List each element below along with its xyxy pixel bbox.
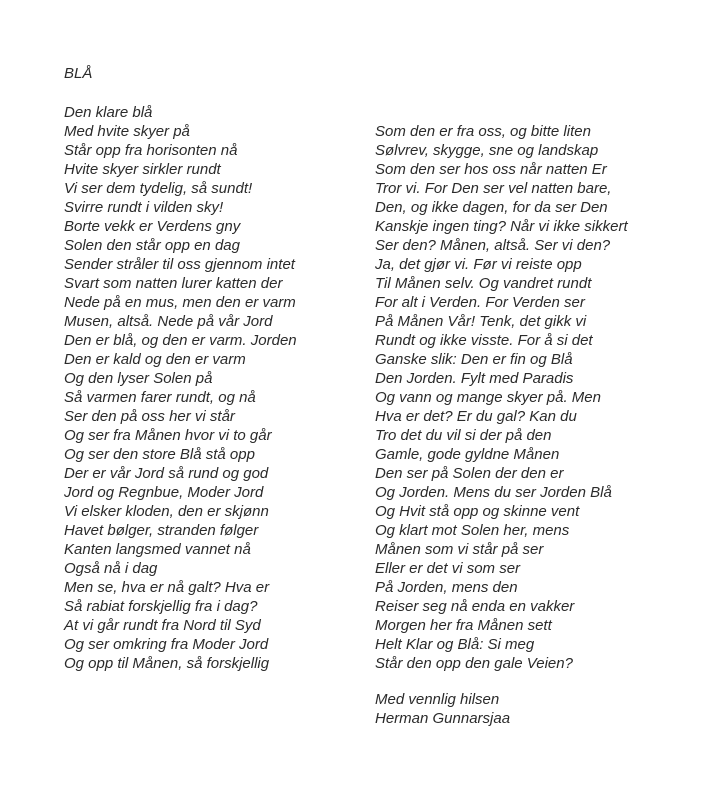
- poem-line: Havet bølger, stranden følger: [64, 522, 259, 539]
- poem-line: Den er kald og den er varm: [64, 351, 246, 368]
- poem-line: På Jorden, mens den: [375, 579, 518, 596]
- poem-line: Hvite skyer sirkler rundt: [64, 161, 221, 178]
- poem-line: Ganske slik: Den er fin og Blå: [375, 351, 573, 368]
- poem-line: Hva er det? Er du gal? Kan du: [375, 408, 577, 425]
- poem-line: Eller er det vi som ser: [375, 560, 521, 577]
- poem-line: Solen den står opp en dag: [64, 237, 240, 254]
- poem-line: Og ser den store Blå stå opp: [64, 446, 255, 463]
- poem-line: Så rabiat forskjellig fra i dag?: [64, 598, 258, 615]
- poem-line: Morgen her fra Månen sett: [375, 617, 552, 634]
- poem-line: Og opp til Månen, så forskjellig: [64, 655, 270, 672]
- poem-line: Svart som natten lurer katten der: [64, 275, 283, 292]
- poem-line: For alt i Verden. For Verden ser: [375, 294, 585, 311]
- poem-line: Så varmen farer rundt, og nå: [64, 389, 256, 406]
- poem-line: Som den er fra oss, og bitte liten: [375, 123, 591, 140]
- poem-line: Musen, altså. Nede på vår Jord: [64, 313, 273, 330]
- signature-greeting: Med vennlig hilsen: [375, 691, 500, 708]
- poem-line: Den, og ikke dagen, for da ser Den: [375, 199, 608, 216]
- poem-line: Den Jorden. Fylt med Paradis: [375, 370, 574, 387]
- poem-line: Helt Klar og Blå: Si meg: [375, 636, 535, 653]
- poem-line: Reiser seg nå enda en vakker: [375, 598, 575, 615]
- poem-line: Kanten langsmed vannet nå: [64, 541, 251, 558]
- poem-line: Jord og Regnbue, Moder Jord: [64, 484, 264, 501]
- poem-line: Tro det du vil si der på den: [375, 427, 552, 444]
- poem-line: Og ser omkring fra Moder Jord: [64, 636, 269, 653]
- poem-line: Den klare blå: [64, 104, 153, 121]
- poem-line: Men se, hva er nå galt? Hva er: [64, 579, 270, 596]
- poem-line: Tror vi. For Den ser vel natten bare,: [375, 180, 612, 197]
- poem-line: Ja, det gjør vi. Før vi reiste opp: [375, 256, 582, 273]
- poem-left-column: [64, 103, 354, 673]
- poem-line: På Månen Vår! Tenk, det gikk vi: [375, 313, 587, 330]
- poem-right-column: [375, 122, 675, 673]
- poem-line: Som den ser hos oss når natten Er: [375, 161, 607, 178]
- signature-name: Herman Gunnarsjaa: [375, 710, 511, 727]
- poem-line: Den ser på Solen der den er: [375, 465, 564, 482]
- poem-line: Og Jorden. Mens du ser Jorden Blå: [375, 484, 612, 501]
- poem-line: Der er vår Jord så rund og god: [64, 465, 269, 482]
- poem-line: Og Hvit stå opp og skinne vent: [375, 503, 580, 520]
- poem-line: Ser den på oss her vi står: [64, 408, 235, 425]
- poem-line: Ser den? Månen, altså. Ser vi den?: [375, 237, 611, 254]
- signature-block: [375, 690, 510, 728]
- poem-line: Gamle, gode gyldne Månen: [375, 446, 560, 463]
- poem-line: Står opp fra horisonten nå: [64, 142, 238, 159]
- poem-line: Månen som vi står på ser: [375, 541, 544, 558]
- poem-line: Nede på en mus, men den er varm: [64, 294, 296, 311]
- poem-title: BLÅ: [64, 65, 93, 82]
- poem-line: Og klart mot Solen her, mens: [375, 522, 570, 539]
- poem-line: Sølvrev, skygge, sne og landskap: [375, 142, 599, 159]
- poem-line: Står den opp den gale Veien?: [375, 655, 573, 672]
- poem-line: Også nå i dag: [64, 560, 158, 577]
- poem-line: Og ser fra Månen hvor vi to går: [64, 427, 272, 444]
- poem-line: Til Månen selv. Og vandret rundt: [375, 275, 592, 292]
- poem-line: Borte vekk er Verdens gny: [64, 218, 241, 235]
- poem-line: Og vann og mange skyer på. Men: [375, 389, 601, 406]
- poem-line: Kanskje ingen ting? Når vi ikke sikkert: [375, 218, 628, 235]
- poem-line: Sender stråler til oss gjennom intet: [64, 256, 295, 273]
- poem-line: Og den lyser Solen på: [64, 370, 213, 387]
- poem-line: At vi går rundt fra Nord til Syd: [64, 617, 261, 634]
- poem-line: Svirre rundt i vilden sky!: [64, 199, 224, 216]
- poem-line: Den er blå, og den er varm. Jorden: [64, 332, 297, 349]
- poem-line: Rundt og ikke visste. For å si det: [375, 332, 593, 349]
- poem-line: Vi elsker kloden, den er skjønn: [64, 503, 269, 520]
- poem-line: Vi ser dem tydelig, så sundt!: [64, 180, 253, 197]
- poem-line: Med hvite skyer på: [64, 123, 190, 140]
